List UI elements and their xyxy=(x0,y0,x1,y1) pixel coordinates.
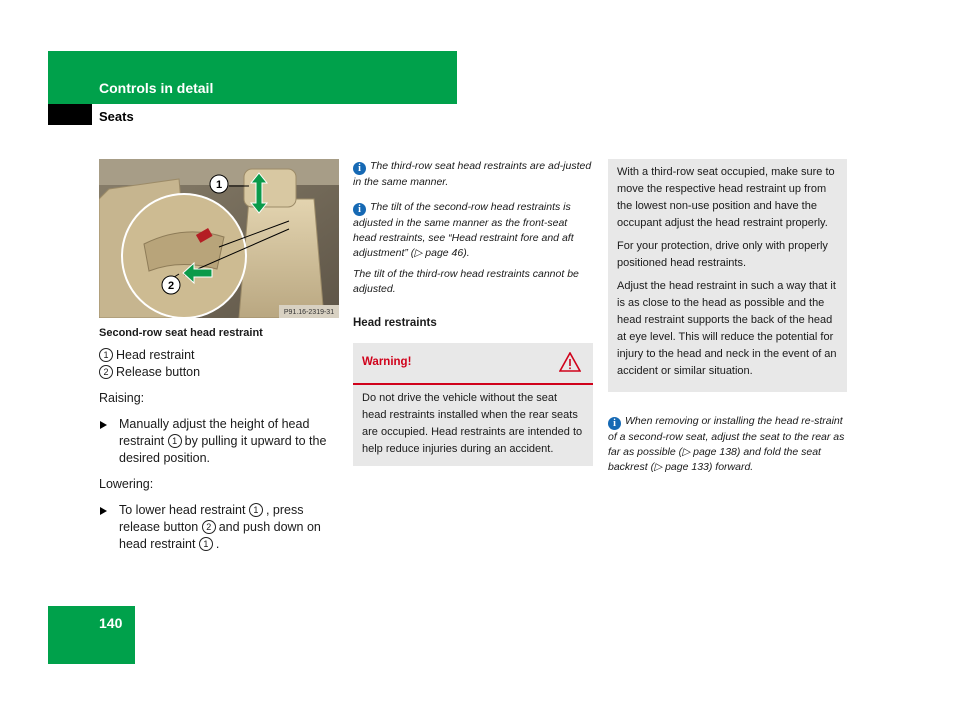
warning-box xyxy=(353,343,593,466)
bullet-arrow-icon xyxy=(100,421,107,429)
raising-label: Raising: xyxy=(99,391,145,405)
legend-label: Head restraint xyxy=(116,348,195,362)
info-note: i The tilt of the second-row head restraints is adjusted in the same manner as the front-seat head restraints, see “Head restraint fore and aft adjustment” (▷ page 46). xyxy=(353,201,574,259)
left-column xyxy=(99,159,339,553)
number-circle-icon: 2 xyxy=(202,520,216,534)
right-column xyxy=(608,159,847,475)
svg-text:1: 1 xyxy=(215,179,223,191)
middle-column xyxy=(353,159,593,466)
warning-triangle-icon xyxy=(559,352,581,372)
subsection-marker xyxy=(48,104,92,125)
figure-caption: Second-row seat head restraint xyxy=(99,327,263,339)
warning-header xyxy=(353,343,593,385)
info-note: i When removing or installing the head re-straint of a second-row seat, adjust the seat to the rear as far as possible (▷ page 138) and fold the seat backrest (▷ page 133) forward. xyxy=(608,415,845,473)
number-circle-icon: 1 xyxy=(168,434,182,448)
legend-label: Release button xyxy=(116,365,201,379)
safety-paragraph: For your protection, drive only with properly positioned head restraints. xyxy=(617,240,828,269)
info-note: i The third-row seat head restraints are ad-justed in the same manner. xyxy=(353,160,592,188)
safety-box xyxy=(608,159,847,392)
warning-text: Do not drive the vehicle without the seat head restraints installed when the rear seats are occupied. Head restraints are intended to help reduce injuries during an accident. xyxy=(362,392,583,455)
seat-head-restraint-photo xyxy=(99,159,339,318)
subsection-title: Seats xyxy=(99,109,134,124)
svg-text:2: 2 xyxy=(167,280,175,292)
number-circle-icon: 1 xyxy=(99,348,113,362)
seat-illustration xyxy=(99,159,339,318)
lowering-step: To lower head restraint 1 , press release button 2 and push down on head restraint 1 . xyxy=(99,502,339,553)
warning-label: Warning! xyxy=(362,356,412,368)
number-circle-icon: 1 xyxy=(249,503,263,517)
raising-step: Manually adjust the height of head restraint 1 by pulling it upward to the desired position. xyxy=(99,416,339,467)
note-text: The tilt of the third-row head restraints cannot be adjusted. xyxy=(353,268,579,295)
safety-paragraph: With a third-row seat occupied, make sure to move the respective head restraint up from the lowest non-use position and have the occupant adjust the head restraint properly. xyxy=(617,166,835,229)
section-heading: Head restraints xyxy=(353,317,437,329)
page-number: 140 xyxy=(99,615,123,631)
lowering-label: Lowering: xyxy=(99,477,154,491)
image-code: P91.16-2319-31 xyxy=(283,309,335,316)
figure-legend xyxy=(99,347,339,381)
bullet-arrow-icon xyxy=(100,507,107,515)
number-circle-icon: 2 xyxy=(99,365,113,379)
info-icon: i xyxy=(608,417,621,430)
number-circle-icon: 1 xyxy=(199,537,213,551)
legend-item xyxy=(99,364,339,381)
info-icon: i xyxy=(353,203,366,216)
info-icon: i xyxy=(353,162,366,175)
section-title: Controls in detail xyxy=(99,80,214,96)
safety-paragraph: Adjust the head restraint in such a way that it is as close to the head as possible and the head restraint supports the back of the head at eye level. This will reduce the potential for injury to the head and neck in the event of an accident or similar situation. xyxy=(617,280,837,377)
legend-item xyxy=(99,347,339,364)
header-bar xyxy=(48,51,457,104)
